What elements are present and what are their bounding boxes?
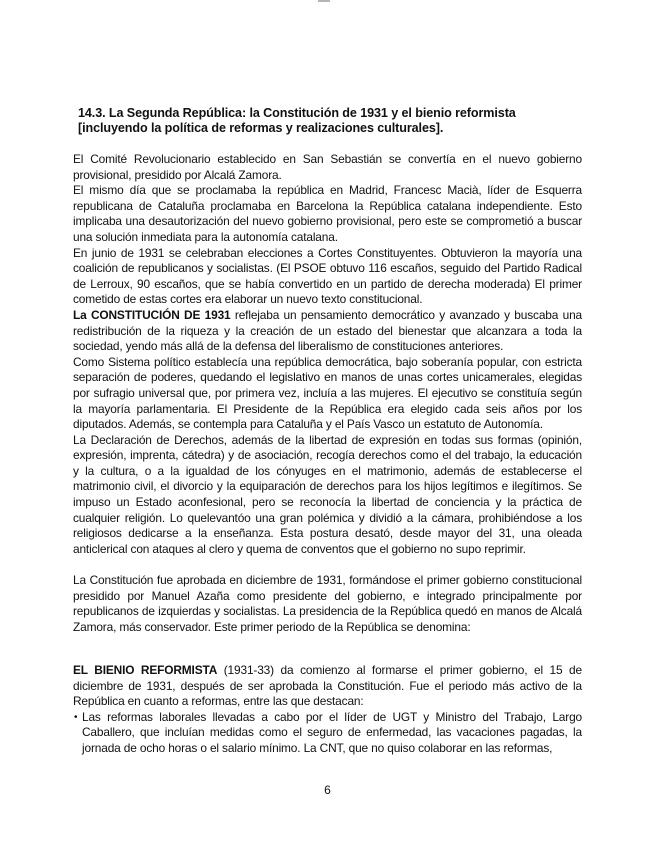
bienio-text: (1931-33) da comienzo al formarse el primer gobierno, el 15 de diciembre de 1931, después de ser aprobada la Constitución. Fue el periodo más activo de la República en cuanto a reformas, entre las que destacan: <box>73 663 582 709</box>
paragraph-sistema-politico: Como Sistema político establecía una república democrática, bajo soberanía popular, con estricta separación de poderes, quedando el legislativo en manos de unas cortes unicamerales, elegidas por sufragio universal que, por primera vez, incluía a las mujeres. El ejecutivo se constituía según la mayoría parlamentaria. El Presidente de la República era elegido cada seis años por los diputados. Además, se contempla para Cataluña y el País Vasco un estatuto de Autonomía. <box>73 354 582 432</box>
paragraph-elecciones: En junio de 1931 se celebraban elecciones a Cortes Constituyentes. Obtuvieron la mayoría una coalición de republicanos y socialistas. (El PSOE obtuvo 116 escaños, seguido del Partido Radical de Lerroux, 90 escaños, que se había convertido en un partido de derecha moderada) El primer cometido de estas cortes era elaborar un nuevo texto constitucional. <box>73 245 582 307</box>
bullet-icon: • <box>74 711 78 723</box>
paragraph-comite: El Comité Revolucionario establecido en San Sebastián se convertía en el nuevo gobierno provisional, presidido por Alcalá Zamora. <box>73 152 582 182</box>
body-block-bienio <box>73 663 582 757</box>
list-item-text: Las reformas laborales llevadas a cabo por el líder de UGT y Ministro del Trabajo, Largo Caballero, que incluían medidas como el seguro de enfermedad, las vacaciones pagadas, la jornada de ocho horas o el salario mínimo. La CNT, que no quiso colaborar en las reformas, <box>82 709 582 755</box>
list-item-reformas-laborales <box>73 710 582 757</box>
paragraph-macia: El mismo día que se proclamaba la república en Madrid, Francesc Macià, líder de Esquerra republicana de Cataluña proclamaba en Barcelona la República catalana independiente. Esto implicaba una desautorización del nuevo gobierno provisional, pero este se comprometió a buscar una solución inmediata para la autonomía catalana. <box>73 183 582 244</box>
paragraph-constitucion <box>73 308 582 355</box>
section-heading-line-2: [incluyendo la política de reformas y realizaciones culturales]. <box>78 121 444 135</box>
page-top-mark <box>318 0 330 2</box>
constitucion-text: reflejaba un pensamiento democrático y avanzado y buscaba una redistribución de la riqueza y la creación de un estado del bienestar que alcanzara a toda la sociedad, yendo más allá de la defensa del liberalismo de constituciones anteriores. <box>73 307 582 354</box>
constitucion-bold-term: La CONSTITUCIÓN DE 1931 <box>73 307 231 322</box>
paragraph-declaracion-derechos: La Declaración de Derechos, además de la libertad de expresión en todas sus formas (opinión, expresión, imprenta, cátedra) y de asociación, recogía derechos como el del trabajo, la educación y la cultura, o a la igualdad de los cónyuges en el matrimonio, además de establecerse el matrimonio civil, el divorcio y la equiparación de derechos para los hijos legítimos e ilegítimos. Se impuso un Estado aconfesional, pero se reconocía la libertad de conciencia y la práctica de cualquier religión. Lo quelevantóo una gran polémica y dividió a la cámara, prohibiéndose a los religiosos dedicarse a la enseñanza. Esta postura desató, desde mayor del 31, una oleada anticlerical con ataques al clero y quema de conventos que el gobierno no supo reprimir. <box>73 432 582 556</box>
section-heading-line-1: 14.3. La Segunda República: la Constitución de 1931 y el bienio reformista <box>78 106 516 120</box>
page-number: 6 <box>324 783 331 797</box>
body-block-constitution <box>73 152 582 557</box>
body-block-aprobacion <box>73 573 582 635</box>
paragraph-aprobacion: La Constitución fue aprobada en diciembre de 1931, formándose el primer gobierno constitucional presidido por Manuel Azaña como presidente del gobierno, e integrado principalmente por republicanos de izquierdas y socialistas. La presidencia de la República quedó en manos de Alcalá Zamora, más conservador. Este primer periodo de la República se denomina: <box>73 573 582 634</box>
bienio-bold-term: EL BIENIO REFORMISTA <box>73 663 218 677</box>
paragraph-bienio-reformista <box>73 663 582 710</box>
section-heading <box>78 106 598 136</box>
